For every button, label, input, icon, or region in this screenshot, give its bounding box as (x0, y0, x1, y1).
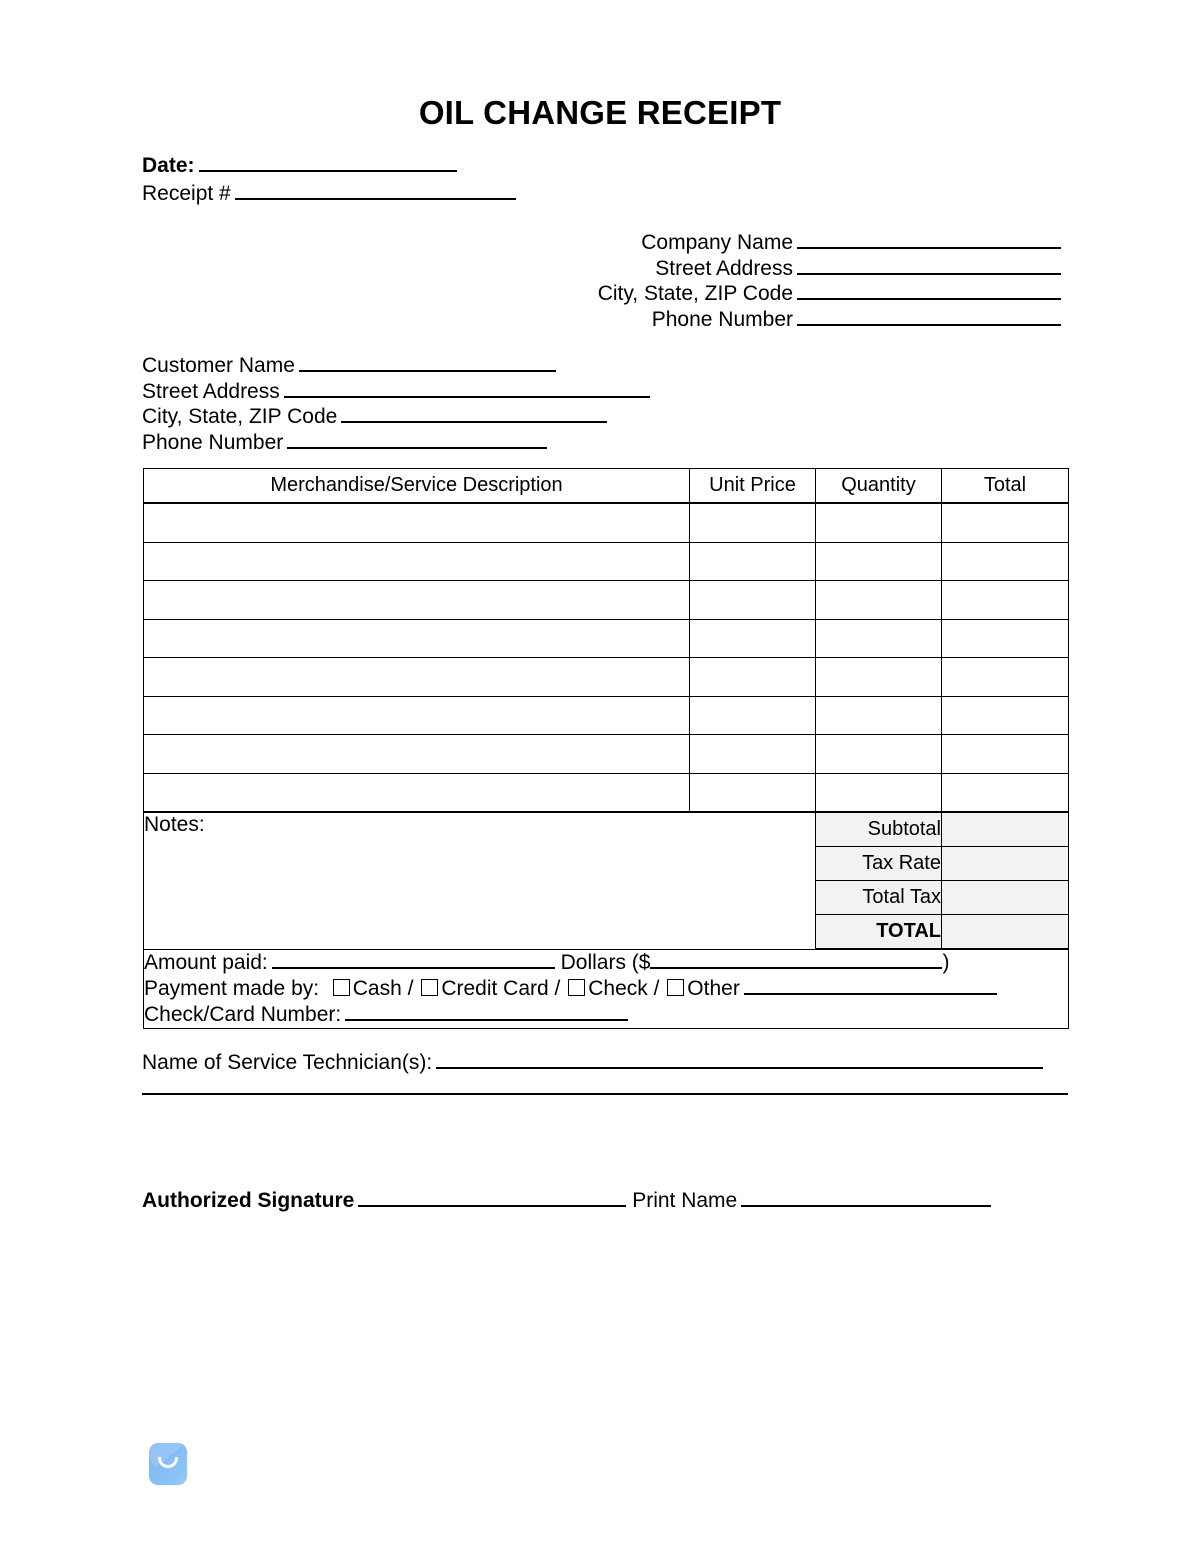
customer-name-label: Customer Name (142, 354, 295, 377)
table-row[interactable] (144, 503, 1069, 542)
amount-paid-words-input-line[interactable] (272, 950, 555, 969)
subtotal-label: Subtotal (816, 812, 942, 847)
customer-phone-label: Phone Number (142, 430, 284, 454)
technician-row (142, 1050, 1043, 1075)
payment-row (144, 949, 1069, 1029)
company-street-input-line[interactable] (797, 256, 1061, 275)
company-street-label: Street Address (655, 256, 793, 280)
column-header-total: Total (942, 469, 1069, 504)
table-row[interactable] (144, 542, 1069, 581)
cell-description[interactable] (144, 735, 690, 774)
payment-method-row (144, 976, 1068, 1002)
company-city-state-zip-input-line[interactable] (797, 281, 1061, 300)
amount-paid-row (144, 950, 1068, 976)
table-row[interactable] (144, 658, 1069, 697)
cell-quantity[interactable] (816, 503, 942, 542)
cell-total[interactable] (942, 735, 1069, 774)
amount-paid-label: Amount paid: (144, 951, 268, 974)
line-items-table (143, 468, 1069, 1029)
logo-smile-arc (158, 1457, 178, 1468)
checkbox-check[interactable] (568, 979, 585, 996)
cell-quantity[interactable] (816, 542, 942, 581)
page-title: OIL CHANGE RECEIPT (418, 94, 782, 131)
cell-unit-price[interactable] (690, 696, 816, 735)
company-phone-input-line[interactable] (797, 307, 1061, 326)
table-row[interactable] (144, 735, 1069, 774)
technician-input-line-1[interactable] (436, 1050, 1043, 1069)
method-separator: / (653, 977, 660, 1000)
payment-method-label-other: Other (687, 977, 740, 1000)
payment-made-by-label: Payment made by: (144, 977, 320, 1000)
customer-phone-input-line[interactable] (287, 430, 547, 449)
company-city-state-zip-row (598, 281, 1061, 307)
cell-total[interactable] (942, 773, 1069, 812)
company-phone-row (598, 307, 1061, 333)
table-row[interactable] (144, 773, 1069, 812)
header-fields (142, 152, 516, 208)
company-name-label: Company Name (641, 231, 793, 254)
check-card-number-label: Check/Card Number: (144, 1003, 342, 1026)
payment-other-input-line[interactable] (744, 976, 997, 995)
subtotal-value[interactable] (942, 812, 1069, 847)
authorized-signature-label: Authorized Signature (142, 1189, 355, 1212)
technician-label: Name of Service Technician(s): (142, 1051, 433, 1074)
cell-quantity[interactable] (816, 658, 942, 697)
dollars-close-paren: ) (942, 951, 950, 974)
payment-cell (144, 949, 1069, 1029)
notes-and-subtotal-row (144, 812, 1069, 847)
date-colon: : (187, 154, 195, 177)
cell-total[interactable] (942, 619, 1069, 658)
cell-description[interactable] (144, 658, 690, 697)
date-field-row (142, 152, 516, 180)
company-name-input-line[interactable] (797, 230, 1061, 249)
authorized-signature-input-line[interactable] (358, 1188, 626, 1207)
notes-cell[interactable] (144, 812, 816, 949)
total-tax-value[interactable] (942, 881, 1069, 915)
cell-description[interactable] (144, 503, 690, 542)
cell-description[interactable] (144, 773, 690, 812)
cell-quantity[interactable] (816, 696, 942, 735)
amount-paid-numeric-input-line[interactable] (650, 950, 942, 969)
checkbox-other[interactable] (667, 979, 684, 996)
cell-unit-price[interactable] (690, 619, 816, 658)
signature-row (142, 1188, 991, 1213)
cell-total[interactable] (942, 581, 1069, 620)
cell-unit-price[interactable] (690, 503, 816, 542)
checkbox-cash[interactable] (333, 979, 350, 996)
customer-name-input-line[interactable] (299, 353, 556, 372)
company-name-row (598, 230, 1061, 256)
cell-total[interactable] (942, 696, 1069, 735)
customer-city-state-zip-row (142, 404, 650, 430)
notes-label: Notes: (144, 813, 205, 836)
cell-unit-price[interactable] (690, 542, 816, 581)
cell-total[interactable] (942, 658, 1069, 697)
company-street-row (598, 256, 1061, 282)
table-row[interactable] (144, 619, 1069, 658)
customer-city-state-zip-input-line[interactable] (341, 404, 607, 423)
table-header-row (144, 469, 1069, 504)
receipt-number-field-row (142, 180, 516, 208)
print-name-label: Print Name (632, 1189, 738, 1212)
check-card-number-row (144, 1002, 1068, 1028)
grand-total-label: TOTAL (816, 915, 942, 950)
check-card-number-input-line[interactable] (345, 1002, 628, 1021)
customer-street-row (142, 379, 650, 405)
customer-name-row (142, 353, 650, 379)
company-phone-label: Phone Number (651, 307, 793, 331)
cell-unit-price[interactable] (690, 581, 816, 620)
technician-input-line-2[interactable] (142, 1092, 1068, 1095)
cell-description[interactable] (144, 619, 690, 658)
cell-unit-price[interactable] (690, 658, 816, 697)
tax-rate-value[interactable] (942, 847, 1069, 881)
cell-total[interactable] (942, 542, 1069, 581)
customer-street-label: Street Address (142, 379, 280, 403)
cell-description[interactable] (144, 542, 690, 581)
cell-quantity[interactable] (816, 619, 942, 658)
column-header-quantity: Quantity (816, 469, 942, 504)
date-input-line[interactable] (199, 153, 457, 172)
company-city-state-zip-label: City, State, ZIP Code (597, 282, 793, 305)
receipt-number-label: Receipt # (142, 182, 231, 205)
cell-unit-price[interactable] (690, 773, 816, 812)
customer-phone-row (142, 430, 650, 456)
cell-quantity[interactable] (816, 581, 942, 620)
column-header-unit-price: Unit Price (690, 469, 816, 504)
table-row[interactable] (144, 696, 1069, 735)
customer-city-state-zip-label: City, State, ZIP Code (142, 405, 338, 428)
method-separator: / (407, 977, 414, 1000)
cell-unit-price[interactable] (690, 735, 816, 774)
receipt-number-input-line[interactable] (235, 181, 516, 200)
cell-description[interactable] (144, 696, 690, 735)
grand-total-value[interactable] (942, 915, 1069, 950)
print-name-input-line[interactable] (741, 1188, 991, 1207)
date-label: Date (142, 154, 188, 177)
dollars-label: Dollars ($ (560, 951, 651, 974)
payment-method-label-check: Check (588, 977, 648, 1000)
tax-rate-label: Tax Rate (816, 847, 942, 881)
table-row[interactable] (144, 581, 1069, 620)
checkbox-credit-card[interactable] (421, 979, 438, 996)
payment-method-label-cash: Cash (352, 977, 402, 1000)
cell-total[interactable] (942, 503, 1069, 542)
total-tax-label: Total Tax (816, 881, 942, 915)
method-separator: / (554, 977, 561, 1000)
brand-logo-icon (149, 1443, 187, 1485)
customer-street-input-line[interactable] (284, 379, 650, 398)
customer-info-block (142, 353, 650, 455)
cell-description[interactable] (144, 581, 690, 620)
cell-quantity[interactable] (816, 773, 942, 812)
cell-quantity[interactable] (816, 735, 942, 774)
payment-method-label-credit-card: Credit Card (441, 977, 549, 1000)
column-header-description: Merchandise/Service Description (144, 469, 690, 504)
company-info-block (598, 230, 1061, 332)
